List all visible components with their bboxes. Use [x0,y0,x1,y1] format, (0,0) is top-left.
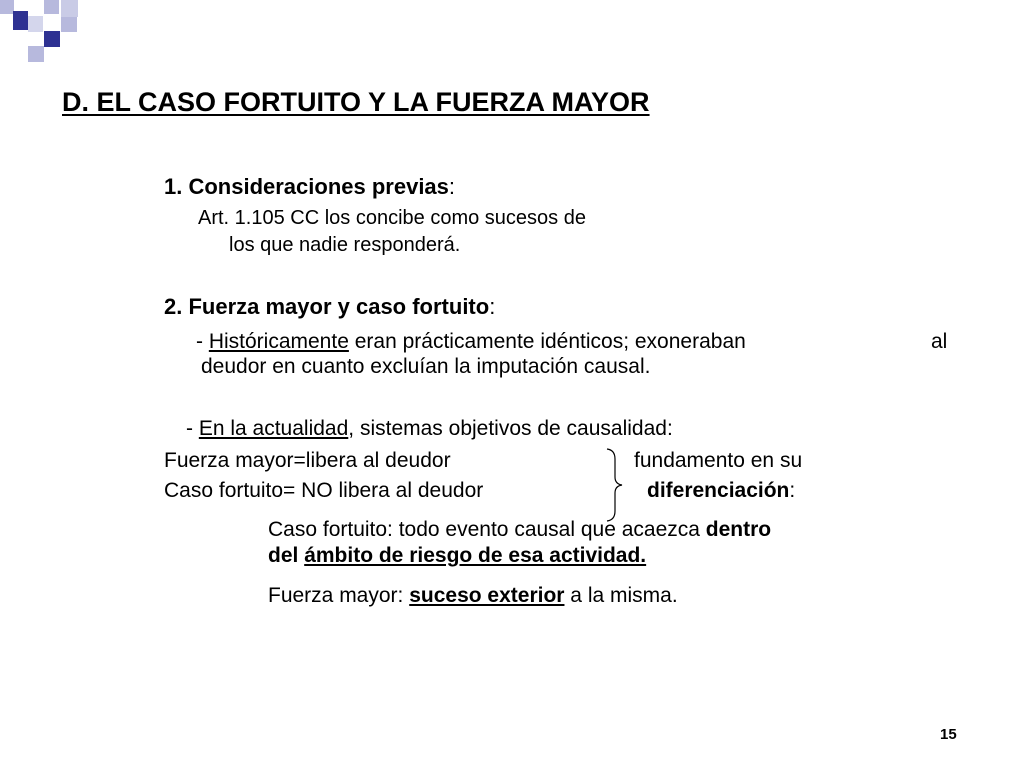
cf-def-text: Caso fortuito: todo evento causal que acaezca [268,518,706,541]
decorative-square [28,16,43,32]
historic-underlined: Históricamente [208,330,349,353]
section2-heading-colon: : [489,294,496,319]
historic-al: al [931,330,948,353]
decorative-square [61,17,77,32]
fuerza-mayor-definition [268,584,678,608]
diferenciacion-line [647,479,795,503]
section1-heading-text: 1. Consideraciones previas [164,174,449,199]
cf-def-bold: dentro [705,518,772,541]
slide-title: D. EL CASO FORTUITO Y LA FUERZA MAYOR [62,87,650,117]
right-brace-icon [604,447,628,523]
decorative-square [0,0,14,14]
cf-def2-text: del [268,544,305,567]
caso-fortuito-definition-2 [268,544,646,568]
actual-rest: , sistemas objetivos de causalidad: [348,417,673,440]
fm-def-bold: suceso exterior [409,584,565,607]
actual-prefix: - [186,417,199,440]
historic-line-1 [196,330,746,354]
bullet-line [198,207,586,230]
decorative-square [44,0,59,14]
section2-heading-text: 2. Fuerza mayor y caso fortuito [164,294,490,319]
fm-def-text: Fuerza mayor: [268,584,410,607]
cf-def2-underlined: ámbito de riesgo de esa actividad. [304,544,647,567]
historic-rest: eran prácticamente idénticos; exoneraban [348,330,746,353]
diferenciacion-colon: : [789,479,796,502]
decorative-square [28,46,44,62]
section-heading [164,174,455,200]
page-number: 15 [940,726,957,743]
historic-prefix: - [196,330,209,353]
decorative-square [44,31,60,47]
diferenciacion-bold: diferenciación [647,479,790,502]
section-heading [164,294,495,320]
fundamento-line: fundamento en su [634,449,803,472]
fuerza-mayor-line: Fuerza mayor=libera al deudor [164,449,451,472]
article-line-2: los que nadie responderá. [229,234,461,256]
article-line-1: Art. 1.105 CC los concibe como sucesos de [198,207,586,229]
fm-def-rest: a la misma. [564,584,678,607]
actual-underlined: En la actualidad [198,417,349,440]
actual-line [186,417,673,441]
decorative-square [61,0,78,17]
caso-fortuito-definition-1 [268,518,771,542]
historic-line-2: deudor en cuanto excluían la imputación causal. [201,355,651,378]
section1-heading-colon: : [448,174,456,199]
decorative-square [13,11,28,30]
caso-fortuito-line: Caso fortuito= NO libera al deudor [164,479,484,502]
